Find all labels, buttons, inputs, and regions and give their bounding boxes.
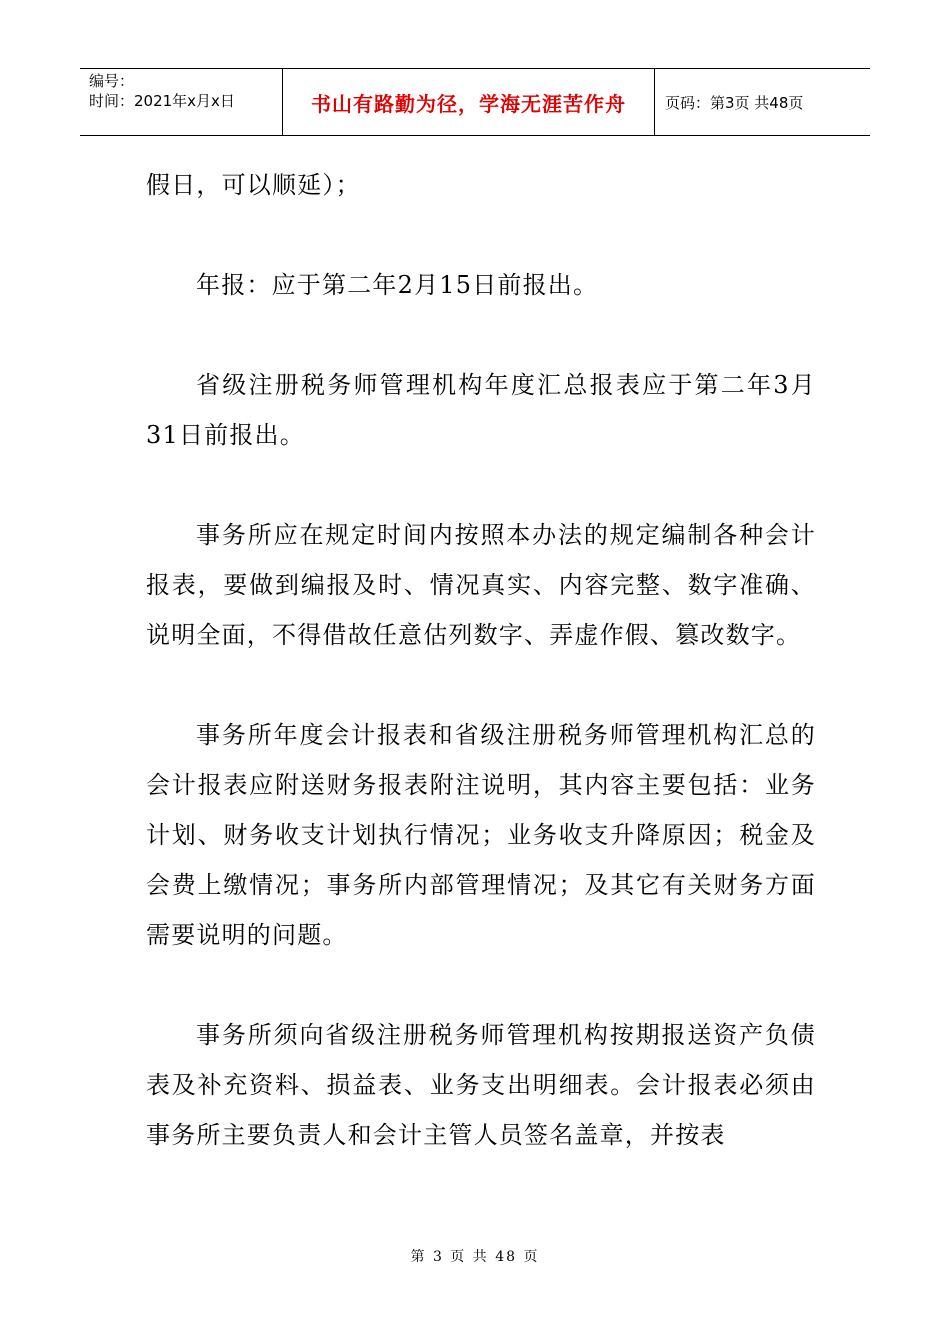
header-motto: 书山有路勤为径，学海无涯苦作舟: [283, 69, 655, 135]
paragraph-report-requirements: 事务所应在规定时间内按照本办法的规定编制各种会计报表，要做到编报及时、情况真实、内容完整、数字准确、说明全面，不得借故任意估列数字、弄虚作假、篡改数字。: [146, 521, 816, 649]
paragraph-report-notes: 事务所年度会计报表和省级注册税务师管理机构汇总的会计报表应附送财务报表附注说明，其内容主要包括：业务计划、财务收支计划执行情况；业务收支升降原因；税金及会费上缴情况；事务所内部管理情况；及其它有关财务方面需要说明的问题。: [146, 721, 816, 949]
document-number-label: 编号：: [89, 72, 135, 90]
header-page-label: 页码：第3页 共48页: [665, 93, 804, 112]
paragraph-report-submission: 事务所须向省级注册税务师管理机构按期报送资产负债表及补充资料、损益表、业务支出明细表。会计报表必须由事务所主要负责人和会计主管人员签名盖章，并按表: [146, 1021, 816, 1149]
document-time-label: 时间：2021年x月x日: [89, 92, 235, 110]
page-footer: 第 3 页 共 48 页: [410, 1249, 540, 1265]
document-header: [80, 68, 870, 136]
paragraph-continuation: 假日，可以顺延）；: [146, 171, 361, 199]
header-meta-cell: [80, 69, 283, 135]
document-body: [146, 160, 816, 1160]
paragraph-provincial-summary: 省级注册税务师管理机构年度汇总报表应于第二年3月31日前报出。: [146, 371, 816, 449]
paragraph-annual-report: 年报：应于第二年2月15日前报出。: [196, 271, 599, 299]
